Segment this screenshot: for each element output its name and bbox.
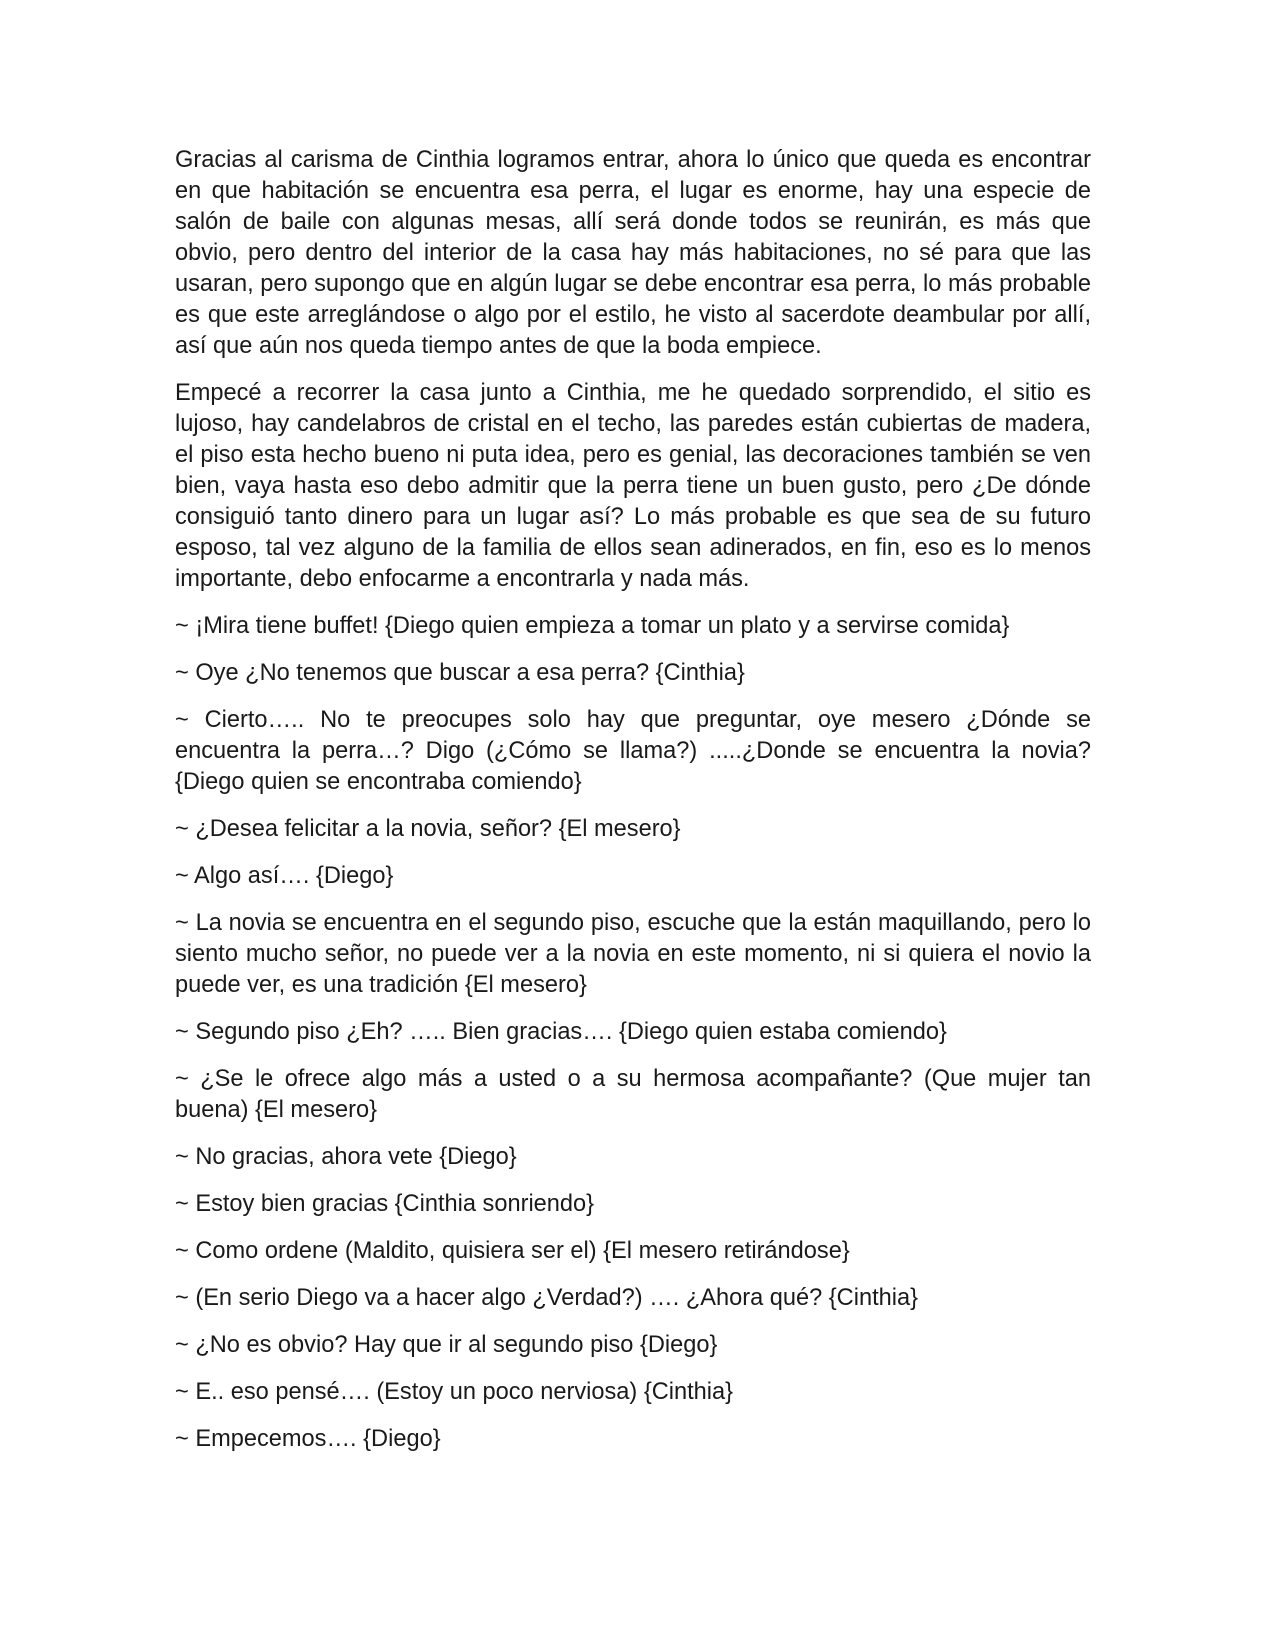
dialogue-line: ~ Oye ¿No tenemos que buscar a esa perra? {Cinthia} [175, 660, 745, 686]
dialogue-line: ~ Cierto….. No te preocupes solo hay que preguntar, oye mesero ¿Dónde se encuentra la perra…? Digo (¿Cómo se llama?) .....¿Donde se encuentra la novia? {Diego quien se encontraba comiendo} [175, 707, 1091, 795]
dialogue-line: ~ La novia se encuentra en el segundo piso, escuche que la están maquillando, pero lo siento mucho señor, no puede ver a la novia en este momento, ni si quiera el novio la puede ver, es una tradición {El mesero} [175, 910, 1091, 998]
dialogue-line: ~ Empecemos…. {Diego} [175, 1426, 441, 1452]
dialogue-line: ~ E.. eso pensé…. (Estoy un poco nerviosa) {Cinthia} [175, 1379, 734, 1405]
dialogue-line: ~ Segundo piso ¿Eh? ….. Bien gracias…. {Diego quien estaba comiendo} [175, 1019, 947, 1045]
dialogue-line: ~ (En serio Diego va a hacer algo ¿Verdad?) …. ¿Ahora qué? {Cinthia} [175, 1285, 918, 1311]
dialogue-line: ~ ¡Mira tiene buffet! {Diego quien empieza a tomar un plato y a servirse comida} [175, 613, 1010, 639]
dialogue-line: ~ ¿Desea felicitar a la novia, señor? {El mesero} [175, 816, 681, 842]
dialogue-line: ~ No gracias, ahora vete {Diego} [175, 1144, 517, 1170]
dialogue-line: ~ Algo así…. {Diego} [175, 863, 394, 889]
narrative-paragraph: Gracias al carisma de Cinthia logramos entrar, ahora lo único que queda es encontrar en que habitación se encuentra esa perra, el lugar es enorme, hay una especie de salón de baile con algunas mesas, allí será donde todos se reunirán, es más que obvio, pero dentro del interior de la casa hay más habitaciones, no sé para que las usaran, pero supongo que en algún lugar se debe encontrar esa perra, lo más probable es que este arreglándose o algo por el estilo, he visto al sacerdote deambular por allí, así que aún nos queda tiempo antes de que la boda empiece. [175, 147, 1091, 359]
narrative-paragraph: Empecé a recorrer la casa junto a Cinthia, me he quedado sorprendido, el sitio es lujoso, hay candelabros de cristal en el techo, las paredes están cubiertas de madera, el piso esta hecho bueno ni puta idea, pero es genial, las decoraciones también se ven bien, vaya hasta eso debo admitir que la perra tiene un buen gusto, pero ¿De dónde consiguió tanto dinero para un lugar así? Lo más probable es que sea de su futuro esposo, tal vez alguno de la familia de ellos sean adinerados, en fin, eso es lo menos importante, debo enfocarme a encontrarla y nada más. [175, 380, 1091, 592]
document-page [175, 145, 1091, 1471]
dialogue-line: ~ ¿No es obvio? Hay que ir al segundo piso {Diego} [175, 1332, 718, 1358]
dialogue-line: ~ Estoy bien gracias {Cinthia sonriendo} [175, 1191, 595, 1217]
dialogue-line: ~ ¿Se le ofrece algo más a usted o a su hermosa acompañante? (Que mujer tan buena) {El mesero} [175, 1066, 1091, 1123]
dialogue-line: ~ Como ordene (Maldito, quisiera ser el) {El mesero retirándose} [175, 1238, 850, 1264]
